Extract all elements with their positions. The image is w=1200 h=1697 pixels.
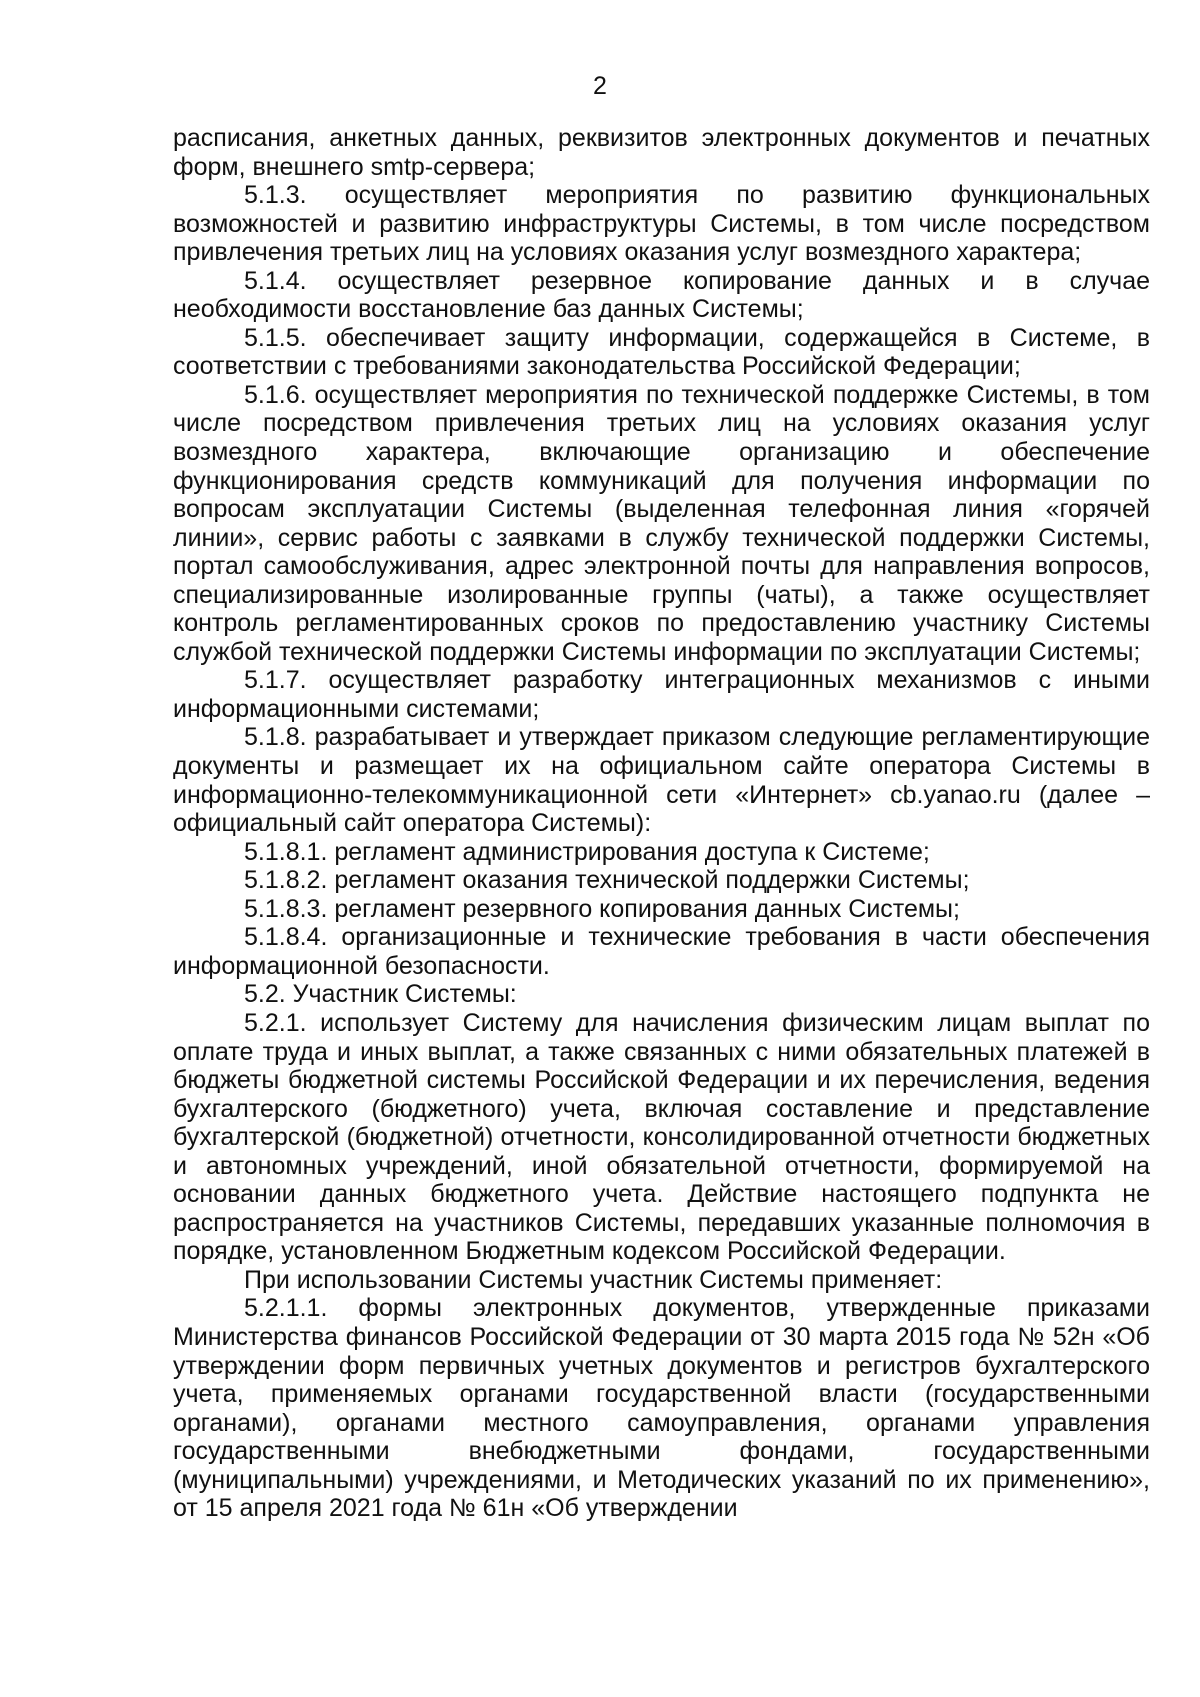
- paragraph: 5.1.8.2. регламент оказания технической поддержки Системы;: [244, 866, 970, 895]
- paragraph: 5.1.6. осуществляет мероприятия по технической поддержке Системы, в том числе посредством привлечения третьих лиц на условиях оказания услуг возмездного характера, включающие организацию и обеспечение функционирования средств коммуникаций для получения информации по вопросам эксплуатации Системы (выделенная телефонная линия «горячей линии», сервис работы с заявками в службу технической поддержки Системы, портал самообслуживания, адрес электронной почты для направления вопросов, специализированные изолированные группы (чаты), а также осуществляет контроль регламентированных сроков по предоставлению участнику Системы службой технической поддержки Системы информации по эксплуатации Системы;: [173, 380, 1150, 666]
- paragraph: расписания, анкетных данных, реквизитов электронных документов и печатных форм, внешнего smtp-сервера;: [173, 124, 1150, 181]
- paragraph: При использовании Системы участник Системы применяет:: [244, 1265, 943, 1294]
- paragraph: 5.1.3. осуществляет мероприятия по развитию функциональных возможностей и развитию инфраструктуры Системы, в том числе посредством привлечения третьих лиц на условиях оказания услуг возмездного характера;: [173, 181, 1150, 267]
- paragraph: 5.1.8.4. организационные и технические требования в части обеспечения информационной безопасности.: [173, 923, 1150, 980]
- paragraph: 5.1.7. осуществляет разработку интеграционных механизмов с иными информационными системами;: [173, 666, 1150, 723]
- paragraph: 5.1.5. обеспечивает защиту информации, содержащейся в Системе, в соответствии с требованиями законодательства Российской Федерации;: [173, 323, 1150, 381]
- paragraph: 5.1.8.1. регламент администрирования доступа к Системе;: [244, 837, 930, 866]
- paragraph: 5.1.4. осуществляет резервное копирование данных и в случае необходимости восстановление баз данных Системы;: [173, 266, 1150, 324]
- paragraph: 5.1.8.3. регламент резервного копирования данных Системы;: [244, 894, 960, 923]
- paragraph: 5.1.8. разрабатывает и утверждает приказом следующие регламентирующие документы и размещает их на официальном сайте оператора Системы в информационно-телекоммуникационной сети «Интернет» cb.yanao.ru (далее – официальный сайт оператора Системы):: [173, 723, 1150, 838]
- document-body: [173, 124, 1150, 1523]
- paragraph: 5.2.1. использует Систему для начисления физическим лицам выплат по оплате труда и иных выплат, а также связанных с ними обязательных платежей в бюджеты бюджетной системы Российской Федерации и их перечисления, ведения бухгалтерского (бюджетного) учета, включая составление и представление бухгалтерской (бюджетной) отчетности, консолидированной отчетности бюджетных и автономных учреждений, иной обязательной отчетности, формируемой на основании данных бюджетного учета. Действие настоящего подпункта не распространяется на участников Системы, передавших указанные полномочия в порядке, установленном Бюджетным кодексом Российской Федерации.: [173, 1008, 1150, 1266]
- paragraph: 5.2. Участник Системы:: [244, 980, 517, 1009]
- page-number: 2: [593, 72, 607, 100]
- paragraph: 5.2.1.1. формы электронных документов, утвержденные приказами Министерства финансов Российской Федерации от 30 марта 2015 года № 52н «Об утверждении форм первичных учетных документов и регистров бухгалтерского учета, применяемых органами государственной власти (государственными органами), органами местного самоуправления, органами управления государственными внебюджетными фондами, государственными (муниципальными) учреждениями, и Методических указаний по их применению», от 15 апреля 2021 года № 61н «Об утверждении: [173, 1294, 1150, 1523]
